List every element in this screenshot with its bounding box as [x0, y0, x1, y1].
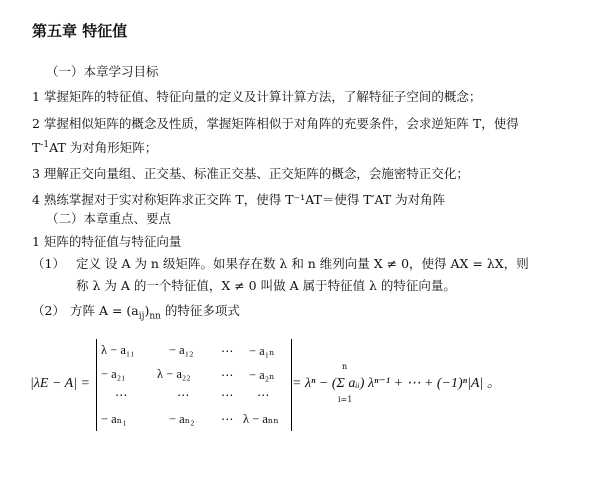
polynomial-sub-nn: nn — [149, 311, 161, 322]
matrix-cell: λ − aₙₙ — [243, 412, 279, 426]
chapter-title: 第五章 特征值 — [32, 22, 128, 40]
goal-2-line1: 2 掌握相似矩阵的概念及性质，掌握矩阵相似于对角阵的充要条件，会求逆矩阵 T，使得 — [32, 116, 519, 131]
goal-2-tail: AT 为对角形矩阵； — [49, 140, 158, 155]
matrix-cell: ⋯ — [221, 368, 234, 382]
matrix-cell: λ − a₂₂ — [157, 367, 191, 381]
determinant-matrix — [96, 339, 292, 431]
polynomial-sub-ij: ij — [138, 311, 145, 322]
sum-upper-limit: n — [342, 362, 348, 371]
matrix-cell: − a₂₁ — [101, 367, 126, 381]
goal-2-t: T — [32, 140, 41, 155]
polynomial-number: （2） — [32, 303, 65, 318]
goal-3: 3 理解正交向量组、正交基、标准正交基、正交矩阵的概念，会施密特正交化； — [32, 166, 469, 181]
matrix-cell: − aₙ₁ — [101, 412, 127, 426]
goal-2-line2 — [32, 140, 157, 156]
matrix-cell: − aₙ₂ — [169, 412, 195, 426]
definition-number: （1） — [32, 256, 65, 271]
matrix-cell: − a₁ₙ — [249, 344, 275, 358]
matrix-cell: ⋯ — [221, 412, 234, 426]
determinant-rhs: = λⁿ − (Σ aᵢᵢ) λⁿ⁻¹ + ⋯ + (−1)ⁿ|A| 。 — [292, 376, 501, 391]
section-key-points: （二）本章重点、要点 — [46, 211, 172, 226]
definition-line2: 称 λ 为 A 的一个特征值，X ≠ 0 叫做 A 属于特征值 λ 的特征向量。 — [76, 278, 456, 293]
matrix-cell: ⋯ — [177, 388, 190, 402]
matrix-cell: − a₁₂ — [169, 343, 194, 357]
goal-4: 4 熟练掌握对于实对称矩阵求正交阵 T，使得 T⁻¹AT＝使得 T′AT 为对角阵 — [32, 192, 446, 207]
polynomial-heading: 方阵 $A = (a_{ij})_{nn}$ 的特征多项式 — [70, 303, 240, 322]
matrix-cell: ⋯ — [115, 388, 128, 402]
goal-2-inverse-sup: -1 — [40, 139, 50, 150]
matrix-cell: λ − a₁₁ — [101, 343, 135, 357]
section-learning-goals: （一）本章学习目标 — [46, 64, 159, 79]
matrix-cell: ⋯ — [221, 344, 234, 358]
matrix-cell: ⋯ — [221, 388, 234, 402]
point-1: 1 矩阵的特征值与特征向量 — [32, 234, 182, 249]
goal-1: 1 掌握矩阵的特征值、特征向量的定义及计算计算方法，了解特征子空间的概念； — [32, 89, 482, 104]
matrix-cell: ⋯ — [257, 388, 270, 402]
definition-line1: 定义 设 A 为 n 级矩阵。如果存在数 λ 和 n 维列向量 X ≠ 0，使得 AX = λX，则 — [76, 256, 529, 271]
polynomial-post: 的特征多项式 — [164, 303, 240, 318]
sum-lower-limit: i=1 — [338, 395, 353, 404]
polynomial-pre: 方阵 A = (a — [70, 303, 139, 318]
determinant-lhs: |λE − A| = — [30, 376, 91, 391]
matrix-cell: − a₂ₙ — [249, 368, 275, 382]
